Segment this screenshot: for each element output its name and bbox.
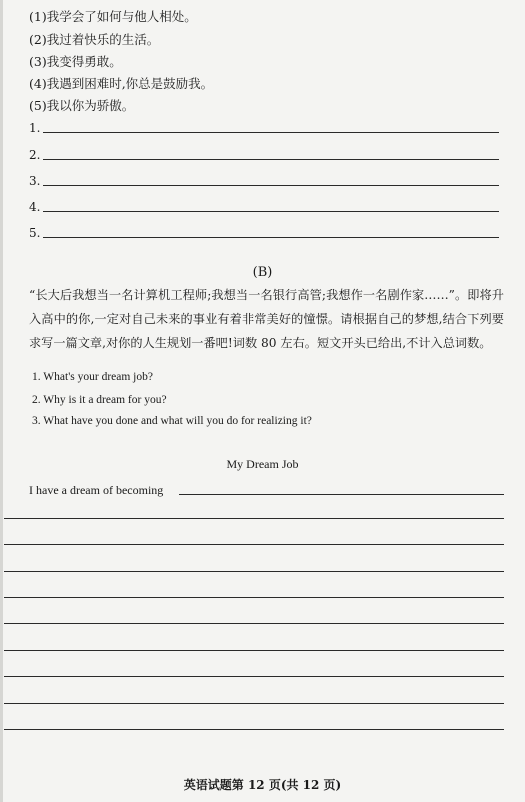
translation-item-1: (1)我学会了如何与他人相处。 xyxy=(29,9,197,24)
translation-item-3: (3)我变得勇敢。 xyxy=(29,54,122,69)
translation-item-2: (2)我过着快乐的生活。 xyxy=(29,32,160,47)
question-2: 2. Why is it a dream for you? xyxy=(32,394,167,406)
translation-item-5: (5)我以你为骄傲。 xyxy=(29,98,135,113)
answer-underline xyxy=(43,132,499,133)
writing-line[interactable] xyxy=(4,518,504,519)
answer-number: 5. xyxy=(29,226,41,240)
answer-underline xyxy=(43,211,499,212)
question-3: 3. What have you done and what will you do for realizing it? xyxy=(32,415,312,427)
writing-line[interactable] xyxy=(4,729,504,730)
question-1: 1. What's your dream job? xyxy=(32,371,153,383)
essay-starter-text: I have a dream of becoming xyxy=(29,483,164,497)
answer-number: 1. xyxy=(29,121,41,135)
section-b-instructions: “长大后我想当一名计算机工程师;我想当一名银行高管;我想作一名剧作家……”。即将升入高中的你,一定对自己未来的事业有着非常美好的憧憬。请根据自己的梦想,结合下列要求写一篇文章,对你的人生规划一番吧!词数 80 左右。短文开头已给出,不计入总词数。 xyxy=(29,288,504,350)
answer-number: 4. xyxy=(29,200,41,214)
answer-line-3[interactable] xyxy=(29,171,499,189)
writing-line[interactable] xyxy=(4,623,504,624)
essay-starter-underline xyxy=(179,494,504,495)
answer-line-4[interactable] xyxy=(29,197,499,215)
answer-underline xyxy=(43,237,499,238)
writing-line[interactable] xyxy=(4,597,504,598)
translation-item-4: (4)我遇到困难时,你总是鼓励我。 xyxy=(29,76,214,91)
writing-line[interactable] xyxy=(4,650,504,651)
section-b-title: (B) xyxy=(252,265,273,280)
writing-line[interactable] xyxy=(4,676,504,677)
answer-underline xyxy=(43,159,499,160)
answer-underline xyxy=(43,185,499,186)
writing-line[interactable] xyxy=(4,571,504,572)
answer-number: 2. xyxy=(29,148,41,162)
answer-line-5[interactable] xyxy=(29,223,499,241)
answer-number: 3. xyxy=(29,174,41,188)
writing-line[interactable] xyxy=(4,703,504,704)
page-edge xyxy=(0,0,3,802)
essay-title: My Dream Job xyxy=(226,457,299,471)
answer-line-1[interactable] xyxy=(29,118,499,136)
page-footer: 英语试题第 12 页(共 12 页) xyxy=(183,778,342,792)
essay-starter-line[interactable] xyxy=(29,482,504,498)
answer-line-2[interactable] xyxy=(29,145,499,163)
writing-line[interactable] xyxy=(4,544,504,545)
